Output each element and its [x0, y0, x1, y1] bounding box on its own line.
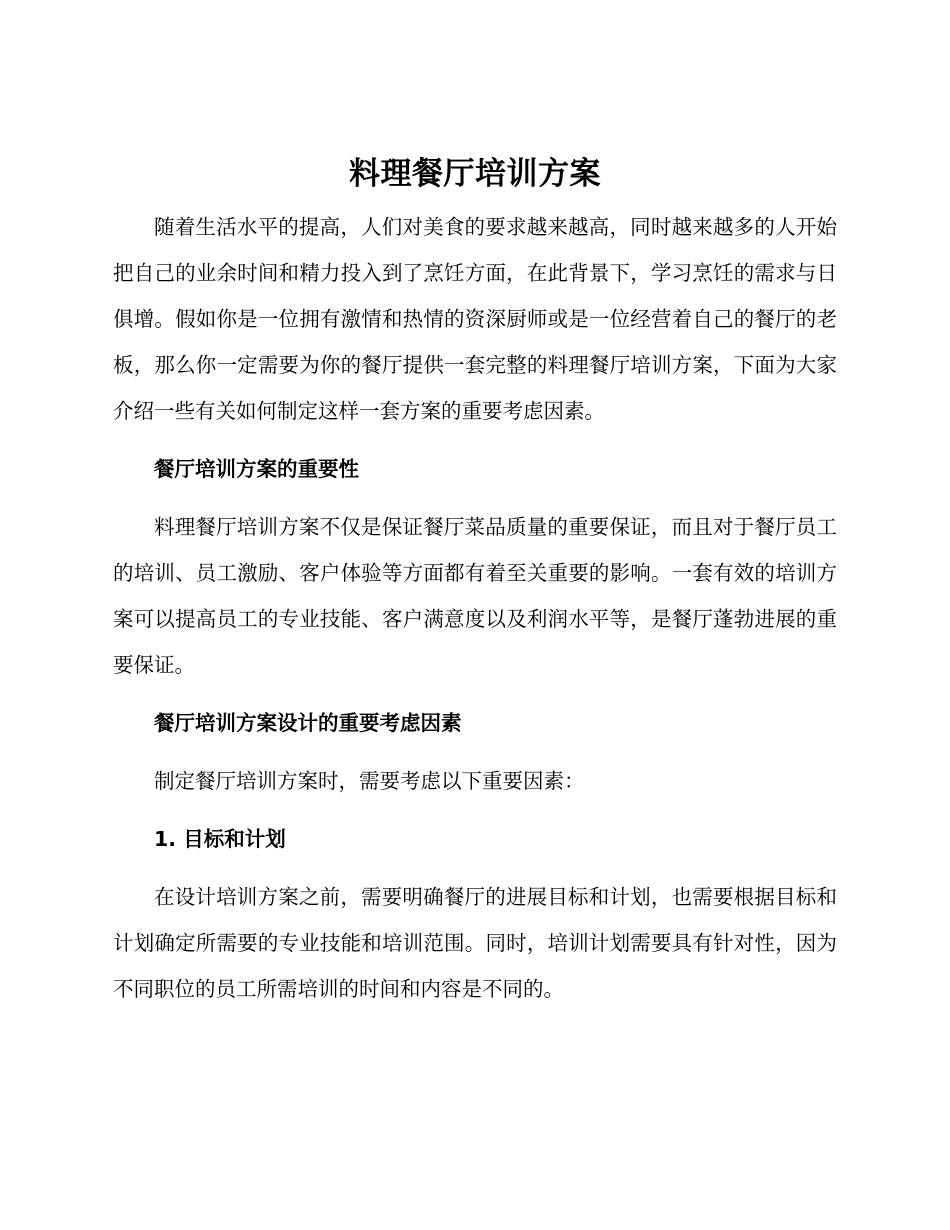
importance-paragraph: 料理餐厅培训方案不仅是保证餐厅菜品质量的重要保证，而且对于餐厅员工的培训、员工激励、客户体验等方面都有着至关重要的影响。一套有效的培训方案可以提高员工的专业技能、客户满意度以及利润水平等，是餐厅蓬勃进展的重要保证。 [113, 515, 837, 677]
item-heading-goals-and-plan: 1. 目标和计划 [154, 827, 286, 851]
section-heading-importance: 餐厅培训方案的重要性 [154, 457, 359, 481]
document-title: 料理餐厅培训方案 [349, 156, 601, 192]
document-page [113, 148, 837, 1012]
intro-paragraph: 随着生活水平的提高，人们对美食的要求越来越高，同时越来越多的人开始把自己的业余时间和精力投入到了烹饪方面，在此背景下，学习烹饪的需求与日俱增。假如你是一位拥有激情和热情的资深厨师或是一位经营着自己的餐厅的老板，那么你一定需要为你的餐厅提供一套完整的料理餐厅培训方案，下面为大家介绍一些有关如何制定这样一套方案的重要考虑因素。 [113, 215, 837, 423]
design-factors-lead: 制定餐厅培训方案时，需要考虑以下重要因素： [154, 769, 585, 793]
section-heading-design-factors: 餐厅培训方案设计的重要考虑因素 [154, 711, 462, 735]
goals-and-plan-paragraph: 在设计培训方案之前，需要明确餐厅的进展目标和计划，也需要根据目标和计划确定所需要的专业技能和培训范围。同时，培训计划需要具有针对性，因为不同职位的员工所需培训的时间和内容是不同的。 [113, 885, 837, 1001]
